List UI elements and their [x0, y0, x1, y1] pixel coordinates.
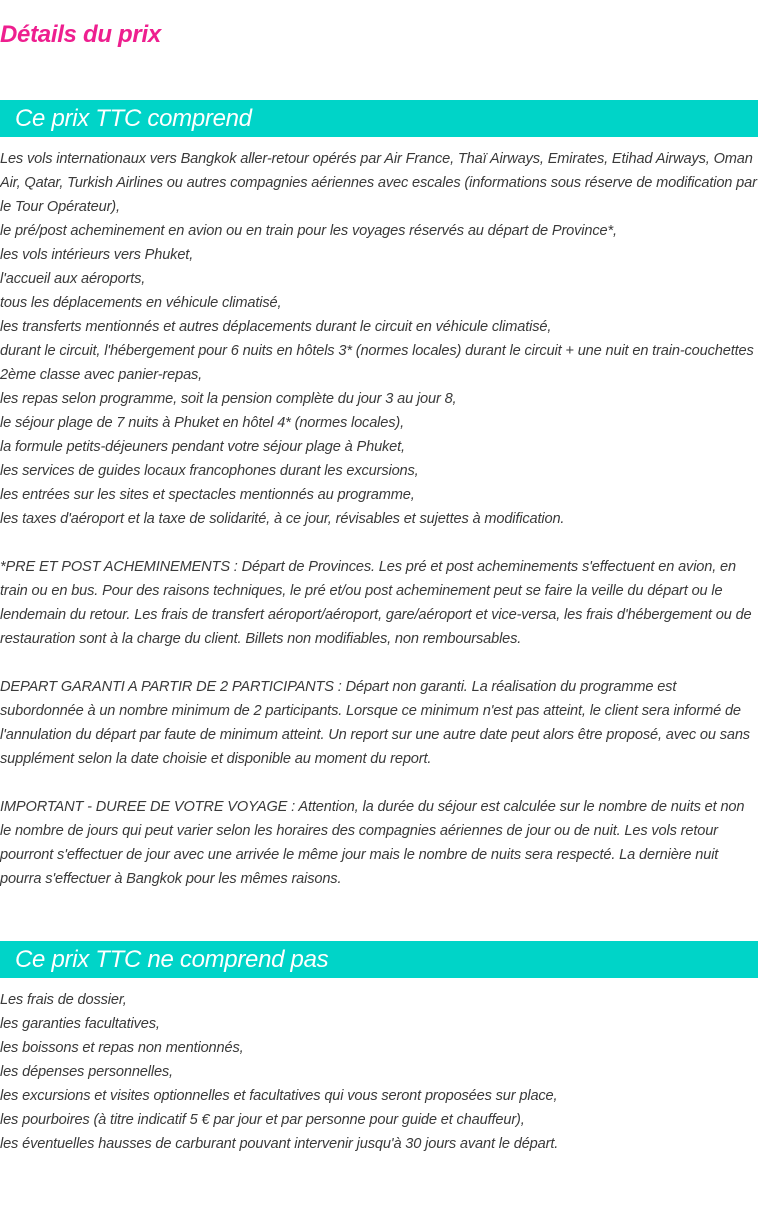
list-item: l'accueil aux aéroports,: [0, 271, 146, 287]
note-text: *PRE ET POST ACHEMINEMENTS : Départ de Provinces. Les pré et post acheminements s'effectuent en avion, en train ou en bus. Pour des raisons techniques, le pré et/ou post acheminement peut se faire la veille du départ ou le lendemain du retour. Les frais de transfert aéroport/aéroport, gare/aéroport et vice-versa, les frais d'hébergement ou de restauration sont à la charge du client. Billets non modifiables, non remboursables.: [0, 559, 752, 647]
list-item: les taxes d'aéroport et la taxe de solidarité, à ce jour, révisables et sujettes à modification.: [0, 511, 565, 527]
list-item: les services de guides locaux francophones durant les excursions,: [0, 463, 419, 479]
list-item: les transferts mentionnés et autres déplacements durant le circuit en véhicule climatisé,: [0, 319, 552, 335]
list-item: la formule petits-déjeuners pendant votre séjour plage à Phuket,: [0, 439, 405, 455]
list-item: les garanties facultatives,: [0, 1016, 160, 1032]
depart-garanti-note: [0, 675, 758, 771]
page-title: Détails du prix: [0, 21, 161, 48]
list-item: les dépenses personnelles,: [0, 1064, 173, 1080]
list-item: le séjour plage de 7 nuits à Phuket en hôtel 4* (normes locales),: [0, 415, 404, 431]
list-item: tous les déplacements en véhicule climatisé,: [0, 295, 282, 311]
list-item: les éventuelles hausses de carburant pouvant intervenir jusqu'à 30 jours avant le départ.: [0, 1136, 559, 1152]
list-item: les excursions et visites optionnelles et facultatives qui vous seront proposées sur place,: [0, 1088, 558, 1104]
important-duration-note: [0, 795, 758, 891]
note-text: IMPORTANT - DUREE DE VOTRE VOYAGE : Attention, la durée du séjour est calculée sur le nombre de nuits et non le nombre de jours qui peut varier selon les horaires des compagnies aériennes de jour ou de nuit. Les vols retour pourront s'effectuer de jour avec une arrivée le même jour mais le nombre de nuits sera respecté. La dernière nuit pourra s'effectuer à Bangkok pour les mêmes raisons.: [0, 799, 745, 887]
included-list: [0, 147, 758, 531]
note-text: DEPART GARANTI A PARTIR DE 2 PARTICIPANTS : Départ non garanti. La réalisation du programme est subordonnée à un nombre minimum de 2 participants. Lorsque ce minimum n'est pas atteint, le client sera informé de l'annulation du départ par faute de minimum atteint. Un report sur une autre date peut alors être proposé, avec ou sans supplément selon la date choisie et disponible au moment du report.: [0, 679, 750, 767]
list-item: durant le circuit, l'hébergement pour 6 nuits en hôtels 3* (normes locales) durant le circuit + une nuit en train-couchettes 2ème classe avec panier-repas,: [0, 343, 754, 383]
list-item: le pré/post acheminement en avion ou en train pour les voyages réservés au départ de Province*,: [0, 223, 617, 239]
list-item: les entrées sur les sites et spectacles mentionnés au programme,: [0, 487, 415, 503]
list-item: Les vols internationaux vers Bangkok aller-retour opérés par Air France, Thaï Airways, Emirates, Etihad Airways, Oman Air, Qatar, Turkish Airlines ou autres compagnies aériennes avec escales (informations sous réserve de modification par le Tour Opérateur),: [0, 151, 757, 215]
excluded-list: [0, 988, 758, 1156]
list-item: les boissons et repas non mentionnés,: [0, 1040, 244, 1056]
list-item: les repas selon programme, soit la pension complète du jour 3 au jour 8,: [0, 391, 457, 407]
list-item: les pourboires (à titre indicatif 5 € par jour et par personne pour guide et chauffeur),: [0, 1112, 525, 1128]
list-item: Les frais de dossier,: [0, 992, 127, 1008]
included-section-heading: Ce prix TTC comprend: [0, 100, 758, 137]
pre-post-acheminement-note: [0, 555, 758, 651]
excluded-section-heading: Ce prix TTC ne comprend pas: [0, 941, 758, 978]
list-item: les vols intérieurs vers Phuket,: [0, 247, 194, 263]
